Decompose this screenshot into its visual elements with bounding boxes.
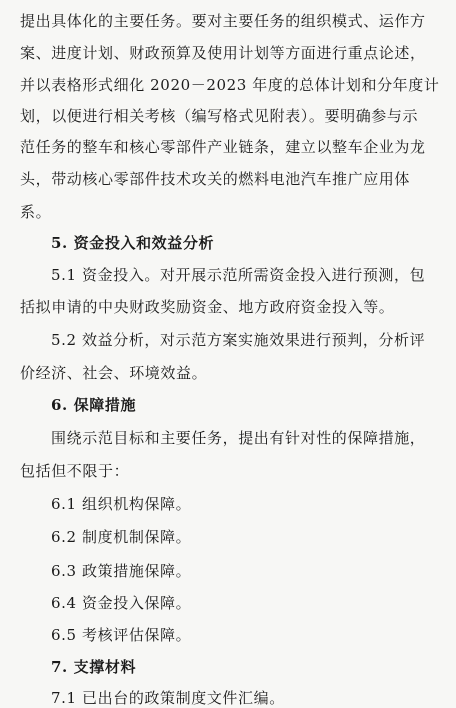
section-5-title: 5. 资金投入和效益分析	[51, 234, 215, 252]
para1-line2: 案、进度计划、财政预算及使用计划等方面进行重点论述，	[20, 44, 426, 62]
para1-line5: 范任务的整车和核心零部件产业链条，建立以整车企业为龙	[20, 138, 426, 156]
section-6-intro-line1: 围绕示范目标和主要任务，提出有针对性的保障措施，	[51, 429, 426, 447]
section-6-item: 6.1 组织机构保障。	[51, 495, 192, 513]
section-5-2-line2: 价经济、社会、环境效益。	[20, 364, 208, 382]
para1-line7: 系。	[20, 203, 52, 221]
section-5-1-line2: 括拟申请的中央财政奖励资金、地方政府资金投入等。	[20, 298, 395, 316]
section-6-item: 6.5 考核评估保障。	[51, 626, 192, 644]
section-6-title: 6. 保障措施	[51, 396, 137, 414]
section-5-1-line1: 5.1 资金投入。对开展示范所需资金投入进行预测，包	[51, 266, 426, 284]
section-5-2-line1: 5.2 效益分析，对示范方案实施效果进行预判，分析评	[51, 331, 426, 349]
para1-line4: 划，以便进行相关考核（编写格式见附表）。要明确参与示	[20, 107, 419, 125]
section-6-item: 6.2 制度机制保障。	[51, 528, 192, 546]
section-6-item: 6.4 资金投入保障。	[51, 594, 192, 612]
para1-line1: 提出具体化的主要任务。要对主要任务的组织模式、运作方	[20, 12, 426, 30]
section-7-1: 7.1 已出台的政策制度文件汇编。	[51, 689, 285, 707]
section-7-title: 7. 支撑材料	[51, 658, 137, 676]
para1-line6: 头，带动核心零部件技术攻关的燃料电池汽车推广应用体	[20, 170, 411, 188]
section-6-intro-line2: 包括但不限于：	[20, 462, 130, 480]
section-6-item: 6.3 政策措施保障。	[51, 562, 192, 580]
para1-line3: 并以表格形式细化 2020－2023 年度的总体计划和分年度计	[20, 76, 440, 94]
